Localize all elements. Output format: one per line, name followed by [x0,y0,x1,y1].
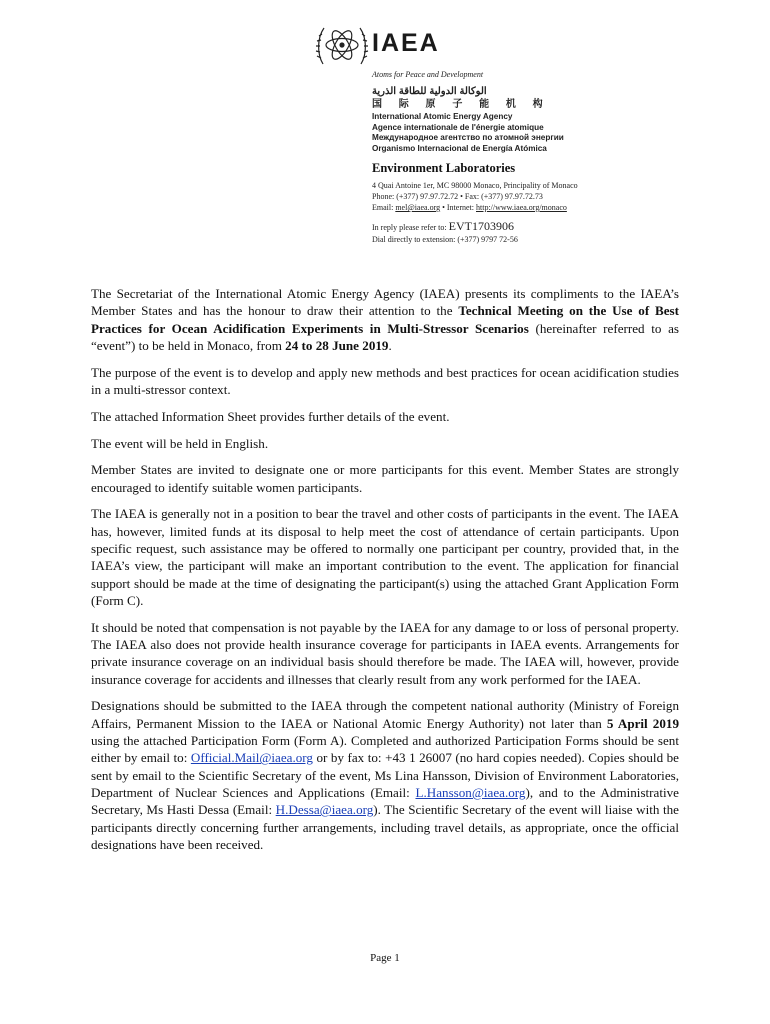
letter-body [91,285,679,863]
deadline-date: 5 April 2019 [606,715,679,731]
dial-line: Dial directly to extension: (+377) 9797 72-56 [372,235,518,244]
reply-reference [372,220,518,234]
dessa-email-link[interactable]: H.Dessa@iaea.org [275,802,374,818]
address-line: 4 Quai Antoine 1er, MC 98000 Monaco, Principality of Monaco [372,181,578,190]
agency-name-arabic: الوكالة الدولية للطاقة الذرية [372,86,487,97]
paragraph: Designations should be submitted to the IAEA through the competent national authority (Ministry of Foreign Affairs, Permanent Mission to the IAEA or National Atomic Energy Authority) not later than 5 April 2019 using the attached Participation Form (Form A). Completed and authorized Participation Forms should be sent either by email to: Official.Mail@iaea.org or by fax to: +43 1 26007 (no hard copies needed). Copies should be sent by email to the Scientific Secretary of the event, Ms Lina Hansson, Division of Environment Laboratories, Department of Nuclear Sciences and Applications (Email: L.Hansson@iaea.org), and to the Administrative Secretary, Ms Hasti Dessa (Email: H.Dessa@iaea.org). The Scientific Secretary of the event will liaise with the participants directly concerning further arrangements, including travel details, as appropriate, once the official designations have been received. [91,698,679,852]
reference-number: EVT1703906 [448,219,514,233]
paragraph: The IAEA is generally not in a position to bear the travel and other costs of participants in the event. The IAEA has, however, limited funds at its disposal to help meet the cost of attendance of certain participants. Upon specific request, such assistance may be offered to normally one participant per country, provided that, in the IAEA’s view, the participant will make an important contribution to the event. The application for financial support should be made at the time of designating the participant(s) using the attached Grant Application Form (Form C). [91,506,679,608]
email-internet-line [372,202,578,213]
brand-name: IAEA [372,29,440,57]
official-mail-link[interactable]: Official.Mail@iaea.org [190,750,313,766]
event-title: Technical Meeting on the Use of Best Practices for Ocean Acidification Experiments in Multi-Stressor Scenarios [91,303,680,336]
event-dates: 24 to 28 June 2019 [285,337,389,353]
paragraph: The event will be held in English. [91,435,269,451]
tagline: Atoms for Peace and Development [372,70,484,79]
paragraph: Member States are invited to designate one or more participants for this event. Member States are strongly encouraged to identify suitable women participants. [91,462,679,495]
internet-label: • Internet: [440,203,476,212]
agency-name-russian: Международное агентство по атомной энергии [372,133,564,143]
paragraph: The purpose of the event is to develop and apply new methods and best practices for ocean acidification studies in a multi-stressor context. [91,364,679,397]
internet-link[interactable]: http://www.iaea.org/monaco [476,203,567,212]
address-block [372,180,578,213]
reply-label: In reply please refer to: [372,223,449,232]
email-label: Email: [372,203,396,212]
agency-names [372,85,564,154]
agency-name-chinese: 国 际 原 子 能 机 构 [372,99,550,110]
agency-name-english: International Atomic Energy Agency [372,112,513,121]
hansson-email-link[interactable]: L.Hansson@iaea.org [415,784,526,800]
atom-emblem-icon [315,20,369,72]
division-title: Environment Laboratories [372,161,516,175]
email-link[interactable]: mel@iaea.org [395,203,441,212]
paragraph: It should be noted that compensation is not payable by the IAEA for any damage to or loss of personal property. The IAEA also does not provide health insurance coverage for participants in IAEA events. Arrangements for private insurance coverage on an individual basis should therefore be made. The IAEA will, however, provide insurance coverage for accidents and illnesses that clearly result from any work performed for the IAEA. [91,619,679,687]
contact-line: Phone: (+377) 97.97.72.72 • Fax: (+377) 97.97.72.73 [372,192,543,201]
paragraph: The attached Information Sheet provides further details of the event. [91,408,450,424]
agency-name-french: Agence internationale de l'énergie atomique [372,122,544,132]
reply-block [372,220,518,246]
agency-name-spanish: Organismo Internacional de Energía Atómica [372,143,547,153]
iaea-logo [315,20,515,72]
page-number: Page 1 [370,952,400,964]
paragraph: The Secretariat of the International Atomic Energy Agency (IAEA) presents its compliments to the IAEA’s Member States and has the honour to draw their attention to the Technical Meeting on the Use of Best Practices for Ocean Acidification Experiments in Multi-Stressor Scenarios (hereinafter referred to as “event”) to be held in Monaco, from 24 to 28 June 2019. [91,286,680,353]
